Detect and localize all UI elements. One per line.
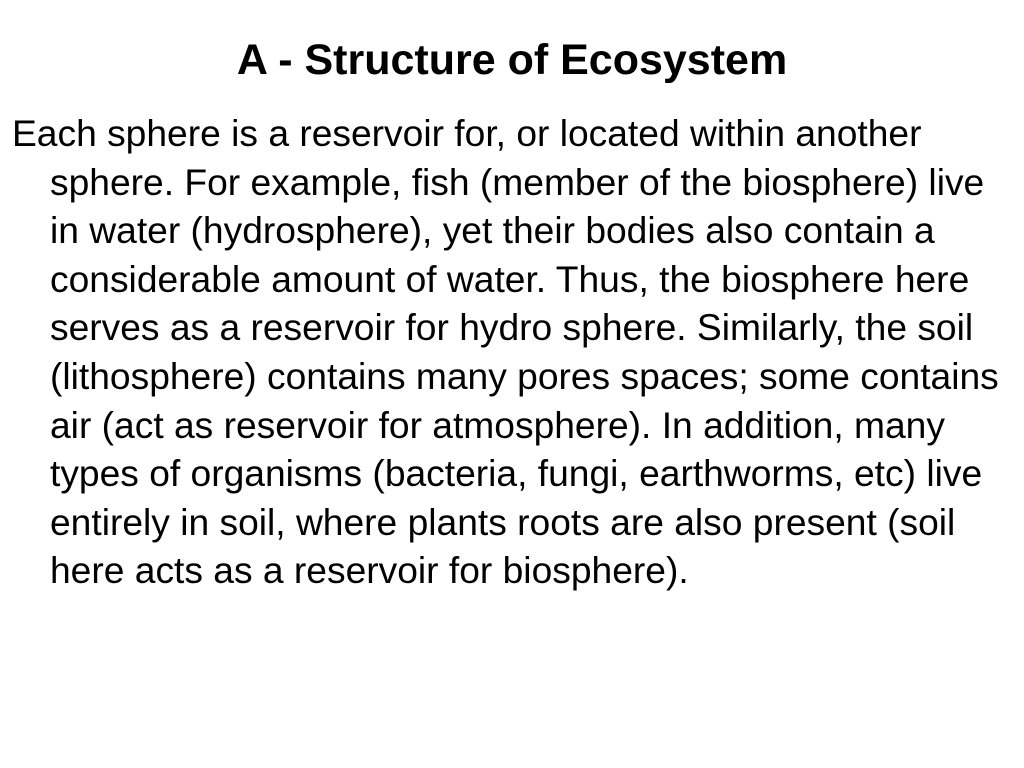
slide-title: A - Structure of Ecosystem bbox=[236, 36, 788, 84]
slide-body-paragraph: Each sphere is a reservoir for, or located within another sphere. For example, fish (member of the biosphere) live in water (hydrosphere), yet their bodies also contain a considerable amount of water. Thus, the biosphere here serves as a reservoir for hydro sphere. Similarly, the soil (lithosphere) contains many pores spaces; some contains air (act as reservoir for atmosphere). In addition, many types of organisms (bacteria, fungi, earthworms, etc) live entirely in soil, where plants roots are also present (soil here acts as a reservoir for biosphere). bbox=[12, 112, 999, 592]
